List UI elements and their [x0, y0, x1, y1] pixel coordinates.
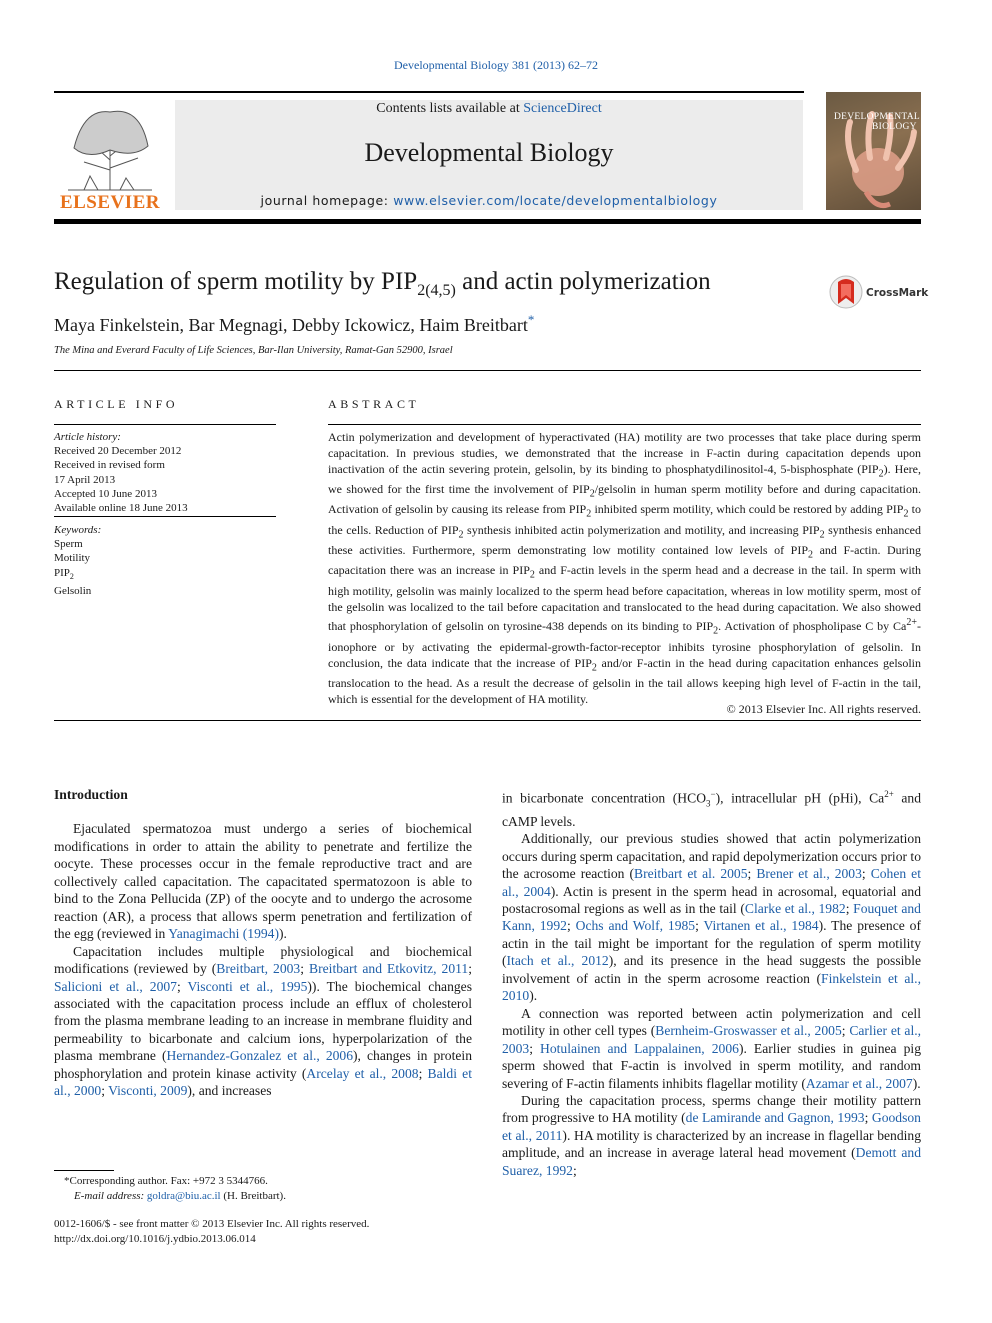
issn-line: 0012-1606/$ - see front matter © 2013 Elsevier Inc. All rights reserved.	[54, 1218, 370, 1230]
abstract-run: -ionophore or by activating the epidermal-growth-factor-receptor inhibits tyrosine phosphorylation of gelsolin. In conclusion, the data indicate that the increase of PIP	[328, 619, 921, 670]
contents-prefix: Contents lists available at	[376, 101, 524, 116]
article-history	[54, 430, 188, 515]
text-run: ). The presence of actin in the tail might be important for the regulation of sperm motility (	[502, 918, 921, 969]
paragraph	[502, 786, 921, 830]
homepage-link[interactable]: www.elsevier.com/locate/developmentalbiology	[393, 193, 718, 208]
text-run: Additionally, our previous studies showed that actin polymerization occurs during sperm capacitation, and rapid depolymerization occurs prior to the acrosome reaction (	[502, 831, 921, 882]
abstract-run: and F-actin. During capacitation there was an increase in PIP	[328, 543, 922, 578]
citation-link[interactable]: de Lamirande and Gagnon, 1993	[685, 1110, 865, 1126]
subscript: 2	[878, 468, 884, 480]
citation-link[interactable]: Visconti et al., 1995	[187, 978, 308, 994]
abstract-run: ). Here, we showed for the first time the involvement of PIP	[328, 461, 921, 497]
subscript: 2	[591, 662, 597, 673]
cover-title-line2: BIOLOGY	[872, 122, 917, 132]
keyword: Gelsolin	[54, 585, 92, 597]
separator: ;	[841, 1023, 850, 1039]
separator: ;	[529, 1040, 541, 1056]
email-label: E-mail address:	[74, 1189, 147, 1202]
citation-link[interactable]: Carlier et al., 2003	[502, 1023, 922, 1056]
text-run: Ejaculated spermatozoa must undergo a series of biochemical modifications in order to attain the ability to penetrate and fertilize the oocyte. These processes occur in the female reproductive tract and are collectively called capacitation. The capacitated spermatozoon is able to bind to the Zona Pellucida (ZP) of the oocyte and to undergo the acrosome reaction (AR), a process that allows sperm penetration and fertilization of the egg (reviewed in	[54, 821, 472, 942]
text-run: ), intracellular pH (pHi), Ca	[715, 790, 885, 806]
text-run: ).	[279, 926, 287, 942]
article-title	[54, 268, 711, 300]
keywords-label: Keywords:	[54, 524, 102, 536]
subscript: 2	[819, 529, 825, 541]
citation-link[interactable]: Breitbart et al. 2005	[634, 866, 748, 882]
history-item: Received in revised form	[54, 459, 165, 472]
citation-link[interactable]: Bernheim-Groswasser et al., 2005	[655, 1023, 842, 1039]
citation-link[interactable]: Ochs and Wolf, 1985	[575, 918, 696, 934]
separator: ;	[418, 1065, 428, 1081]
paragraph	[54, 943, 472, 1100]
doi-link[interactable]: http://dx.doi.org/10.1016/j.ydbio.2013.06.014	[54, 1232, 256, 1245]
header-top-rule	[54, 91, 804, 93]
superscript: 2+	[906, 617, 917, 629]
footnote	[54, 1174, 286, 1203]
abstract-copyright: © 2013 Elsevier Inc. All rights reserved.	[726, 702, 921, 716]
superscript: 2+	[884, 789, 894, 799]
citation-link[interactable]: Arcelay et al., 2008	[306, 1065, 419, 1081]
citation-link[interactable]: Hotulainen and Lappalainen, 2006	[540, 1040, 739, 1056]
authors-names: Maya Finkelstein, Bar Megnagi, Debby Ickowicz, Haim Breitbart	[54, 315, 528, 335]
abstract-run: /gelsolin in human sperm motility before and during capacitation. Activation of gelsolin by causing its release from PIP	[328, 482, 921, 517]
citation-link[interactable]: Itach et al., 2012	[506, 953, 609, 969]
text-run: A connection was reported between actin polymerization and cell motility in other cell types (	[502, 1005, 921, 1039]
cover-title-line1: DEVELOPMENTAL	[834, 112, 920, 122]
section-heading-introduction: Introduction	[54, 787, 128, 802]
text-run: ). Earlier studies in guinea pig sperm showed that F-actin is involved in sperm motility, and random severing of F-actin filaments inhibits flagellar motility (	[502, 1040, 921, 1091]
separator: ;	[566, 918, 576, 934]
journal-reference[interactable]: Developmental Biology 381 (2013) 62–72	[394, 58, 598, 72]
sciencedirect-link[interactable]: ScienceDirect	[523, 101, 602, 116]
text-run: )). The biochemical changes associated with the capacitation process include an efflux of cholesterol from the plasma membrane leading to an increase in membrane fluidity and permeability to bicarbonate and calcium ions, hyperpolarization of the plasma membrane (	[54, 978, 472, 1064]
text-run: ), and its presence in the head suggests the possible involvement of actin in the sperm acrosome reaction (	[502, 953, 922, 986]
abstract-run: synthesis enhanced these activities. Furthermore, sperm demonstrating low motility contained low levels of PIP	[328, 522, 921, 557]
paragraph	[502, 1005, 921, 1092]
history-item: 17 April 2013	[54, 473, 116, 486]
homepage-prefix: journal homepage:	[260, 193, 394, 208]
keyword-subscript: 2	[69, 571, 74, 581]
separator: ;	[176, 978, 188, 994]
email-suffix: (H. Breitbart).	[220, 1189, 286, 1202]
title-subscript: 2(4,5)	[417, 282, 456, 299]
separator: ;	[747, 866, 757, 882]
history-item: Accepted 10 June 2013	[54, 487, 157, 500]
body-column-right	[502, 786, 921, 1179]
text-run: ), changes in protein phosphorylation and protein kinase activity (	[54, 1048, 472, 1081]
affiliation: The Mina and Everard Faculty of Life Sciences, Bar-Ilan University, Ramat-Gan 52900, Israel	[54, 345, 453, 356]
abstract-run: and F-actin levels in the sperm head and a decrease in the tail. In sperm with high motility, gelsolin was mainly localized to the sperm head before capacitation, whereas in low motility sperm, most of the gelsolin was localized to the tail before capacitation and translocated to the head during capacitation. We also showed that phosphorylation of gelsolin on tyrosine-438 depends on its binding to PIP	[328, 563, 921, 634]
text-run: During the capacitation process, sperms change their motility pattern from progressive to HA motility (	[502, 1092, 921, 1126]
keyword: Sperm	[54, 538, 83, 551]
separator: ;	[845, 900, 854, 916]
citation-link[interactable]: Hernandez-Gonzalez et al., 2006	[166, 1048, 354, 1064]
citation-link[interactable]: Breitbart, 2003	[216, 961, 301, 977]
keyword-text: PIP	[54, 566, 70, 579]
separator: ;	[468, 961, 472, 977]
abstract-run: and/or F-actin in the head during capacitation enhances gelsolin translocation to the head. As a result the decrease of gelsolin in the tail allows keeping high level of F-actin in the tail, which is essential for the development of HA motility.	[328, 655, 922, 706]
journal-homepage	[175, 193, 803, 208]
subscript: 2	[586, 508, 592, 520]
text-run: and cAMP levels.	[502, 790, 922, 829]
subscript: 2	[589, 488, 595, 500]
abstract-text	[328, 430, 921, 708]
separator: ;	[101, 1083, 109, 1099]
contents-line	[175, 101, 803, 117]
citation-link[interactable]: Virtanen et al., 1984	[703, 918, 819, 934]
subscript: 2	[458, 529, 464, 541]
separator: ;	[864, 1110, 872, 1126]
corresponding-author-mark[interactable]: *	[527, 312, 535, 327]
subscript: 2	[808, 549, 814, 561]
text-run: ).	[529, 988, 538, 1004]
citation-link[interactable]: Clarke et al., 1982	[744, 900, 846, 916]
corresponding-author-note: *Corresponding author. Fax: +972 3 5344766.	[64, 1175, 268, 1187]
journal-name: Developmental Biology	[364, 138, 614, 167]
citation-link[interactable]: Goodson et al., 2011	[502, 1110, 921, 1143]
citation-link[interactable]: Salicioni et al., 2007	[54, 978, 177, 994]
keyword: Motility	[54, 552, 91, 565]
paragraph	[502, 830, 921, 1005]
cover-illustration	[826, 92, 921, 210]
body-column-left	[54, 786, 472, 1100]
header-thick-rule	[54, 219, 921, 224]
citation-link[interactable]: Visconti, 2009	[108, 1083, 188, 1099]
cover-title	[834, 112, 919, 132]
text-run: Capacitation includes multiple physiological and biochemical modifications (reviewed by (	[54, 943, 472, 977]
history-label: Article history:	[54, 431, 121, 443]
crossmark-label[interactable]: CrossMark	[866, 287, 929, 299]
text-run: in bicarbonate concentration (HCO	[502, 790, 707, 806]
history-rule	[54, 516, 276, 517]
citation-link[interactable]: Demott and Suarez, 1992	[502, 1145, 921, 1178]
separator: ;	[695, 918, 704, 934]
keywords	[54, 523, 101, 598]
elsevier-wordmark: ELSEVIER	[59, 192, 161, 213]
article-info-rule	[54, 424, 276, 425]
citation-link[interactable]: Yanagimachi (1994)	[168, 926, 279, 942]
citation-link[interactable]: Fouquet and Kann, 1992	[502, 900, 921, 934]
text-run: ).	[912, 1075, 921, 1091]
separator: ;	[300, 961, 310, 977]
title-prefix: Regulation of sperm motility by PIP	[54, 268, 418, 295]
article-info-heading: ARTICLE INFO	[54, 397, 179, 411]
separator: ;	[861, 866, 871, 882]
paragraph	[54, 820, 472, 942]
history-item: Available online 18 June 2013	[54, 502, 188, 515]
citation-link[interactable]: Baldi et al., 2000	[54, 1065, 472, 1099]
citation-link[interactable]: Finkelstein et al., 2010	[502, 970, 921, 1004]
footnote-rule	[54, 1170, 114, 1171]
email-note	[54, 1189, 286, 1204]
affiliation-rule	[54, 370, 921, 371]
abstract-heading: ABSTRACT	[328, 397, 420, 411]
superscript: −	[710, 789, 716, 799]
citation-link[interactable]: Breitbart and Etkovitz, 2011	[309, 961, 469, 977]
title-suffix: and actin polymerization	[455, 268, 711, 295]
abstract-run: to the cells. Reduction of PIP	[328, 502, 921, 537]
citation-link[interactable]: Azamar et al., 2007	[805, 1075, 913, 1091]
paragraph	[502, 1092, 921, 1179]
text-run: ). HA motility is characterized by an increase in flagellar bending amplitude, and an increase in average lateral head movement (	[502, 1127, 921, 1161]
history-item: Received 20 December 2012	[54, 445, 182, 458]
author-list	[54, 312, 534, 336]
journal-cover-image[interactable]	[826, 92, 921, 210]
subscript: 2	[529, 569, 535, 581]
abstract-rule	[328, 424, 921, 425]
subscript: 2	[903, 508, 909, 520]
abstract-run: Actin polymerization and development of hyperactivated (HA) motility are two processes that take place during sperm capacitation. In previous studies, we demonstrated that the increase in F-actin during capacitation depends upon inactivation of the actin severing protein, gelsolin, by its binding to phosphatydilinositol-4, 5-bisphosphate (PIP	[328, 430, 921, 476]
abstract-run: inhibited sperm motility, which could be restored by adding PIP	[591, 502, 904, 517]
citation-link[interactable]: Cohen et al., 2004	[502, 866, 921, 899]
citation-link[interactable]: Brener et al., 2003	[756, 866, 862, 882]
front-matter	[54, 1217, 369, 1246]
abstract-run: synthesis inhibited actin polymerization and motility, and increasing PIP	[463, 522, 820, 537]
text-run: ). Actin is present in the sperm head in acrosomal, equatorial and postacrosomal regions as well as in the tail (	[502, 883, 921, 916]
abstract-bottom-rule	[54, 720, 921, 721]
subscript: 3	[706, 798, 711, 809]
email-link[interactable]: goldra@biu.ac.il	[146, 1189, 221, 1202]
text-run: ;	[572, 1162, 577, 1178]
text-run: ), and increases	[187, 1083, 272, 1099]
keyword	[54, 566, 101, 584]
subscript: 2	[713, 625, 719, 637]
abstract-run: . Activation of phospholipase C by Ca	[718, 619, 907, 634]
